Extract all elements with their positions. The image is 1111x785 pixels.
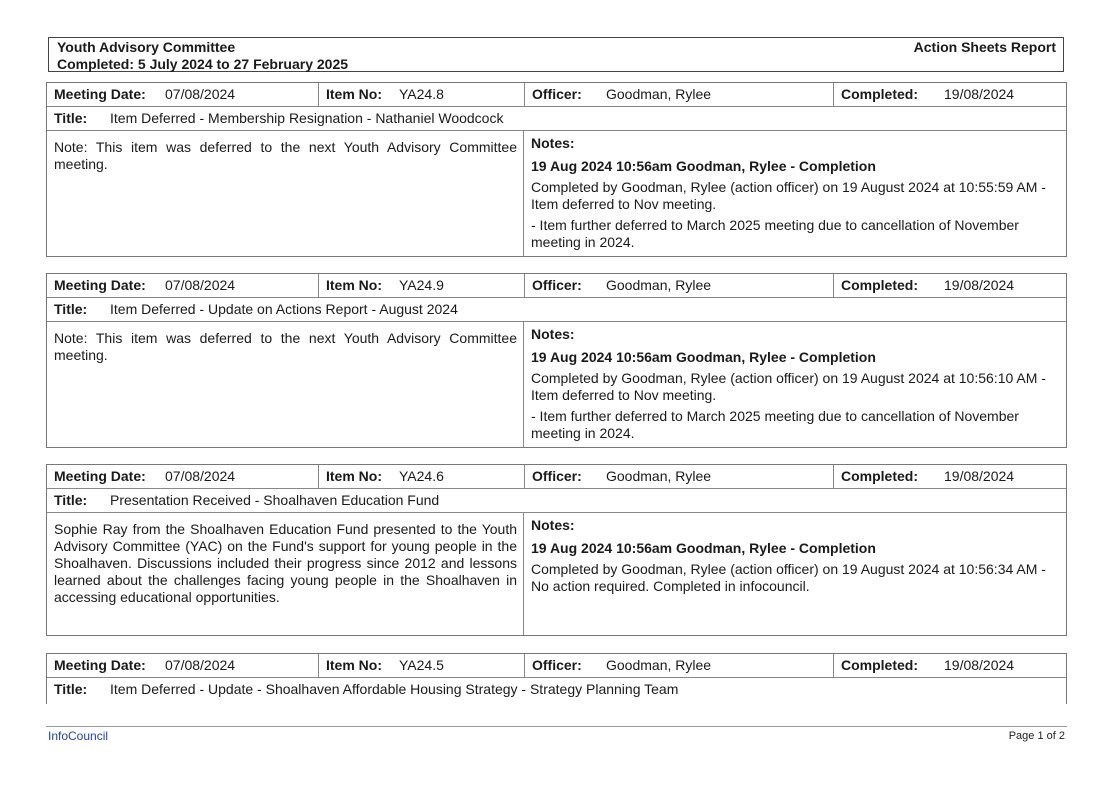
title-row <box>47 678 1066 702</box>
title-row <box>47 298 1066 322</box>
item-description: Note: This item was deferred to the next Youth Advisory Committee meeting. <box>47 322 524 447</box>
meeting-date-cell <box>47 83 318 106</box>
officer-value: Goodman, Rylee <box>606 86 712 102</box>
item-no-label: Item No: <box>326 657 382 673</box>
page-number: Page 1 of 2 <box>1008 730 1065 742</box>
notes-heading: Notes: <box>531 135 575 151</box>
officer-value: Goodman, Rylee <box>606 468 712 484</box>
notes-panel <box>524 322 1066 447</box>
meeting-date-label: Meeting Date: <box>54 277 146 293</box>
meeting-date-cell <box>47 654 318 677</box>
report-header <box>48 37 1064 72</box>
note-line: Completed by Goodman, Rylee (action officer) on 19 August 2024 at 10:56:10 AM - Item deferred to Nov meeting. <box>531 370 1046 403</box>
action-item <box>46 82 1067 257</box>
item-no-cell <box>318 654 524 677</box>
meeting-date-label: Meeting Date: <box>54 657 146 673</box>
completed-cell <box>833 465 1066 488</box>
note-line: - Item further deferred to March 2025 meeting due to cancellation of November meeting in 2024. <box>531 217 1019 250</box>
note-entry: 19 Aug 2024 10:56am Goodman, Rylee - Completion <box>531 349 876 365</box>
item-no-value: YA24.9 <box>399 277 444 293</box>
meta-row <box>47 465 1066 489</box>
body-row <box>47 131 1066 256</box>
action-item <box>46 653 1067 704</box>
notes-panel <box>524 131 1066 256</box>
item-no-value: YA24.6 <box>399 468 444 484</box>
title-label: Title: <box>54 492 88 508</box>
item-no-value: YA24.8 <box>399 86 444 102</box>
title-row <box>47 489 1066 513</box>
title-label: Title: <box>54 110 88 126</box>
item-no-cell <box>318 83 524 106</box>
officer-label: Officer: <box>532 468 582 484</box>
meeting-date-label: Meeting Date: <box>54 468 146 484</box>
item-title: Item Deferred - Update - Shoalhaven Affordable Housing Strategy - Strategy Planning Team <box>110 681 679 697</box>
item-no-label: Item No: <box>326 86 382 102</box>
completed-label: Completed: <box>841 277 918 293</box>
item-title: Presentation Received - Shoalhaven Education Fund <box>110 492 440 508</box>
officer-label: Officer: <box>532 277 582 293</box>
item-no-cell <box>318 465 524 488</box>
completed-value: 19/08/2024 <box>944 468 1015 484</box>
completed-value: 19/08/2024 <box>944 86 1015 102</box>
committee-name: Youth Advisory Committee <box>57 39 236 55</box>
completed-value: 19/08/2024 <box>944 277 1015 293</box>
note-entry: 19 Aug 2024 10:56am Goodman, Rylee - Completion <box>531 158 876 174</box>
action-item <box>46 273 1067 448</box>
item-description: Note: This item was deferred to the next Youth Advisory Committee meeting. <box>47 131 524 256</box>
officer-cell <box>524 654 833 677</box>
body-row <box>47 513 1066 635</box>
completed-label: Completed: <box>841 86 918 102</box>
completed-cell <box>833 274 1066 297</box>
footer-divider <box>46 726 1067 727</box>
officer-value: Goodman, Rylee <box>606 657 712 673</box>
body-row <box>47 322 1066 447</box>
meta-row <box>47 654 1066 678</box>
item-description: Sophie Ray from the Shoalhaven Education Fund presented to the Youth Advisory Committee (YAC) on the Fund's support for young people in the Shoalhaven. Discussions included their progress since 2012 and lessons learned about the challenges facing young people in the Shoalhaven in accessing educational opportunities. <box>47 513 524 635</box>
meeting-date-value: 07/08/2024 <box>165 86 236 102</box>
meeting-date-cell <box>47 465 318 488</box>
note-entry: 19 Aug 2024 10:56am Goodman, Rylee - Completion <box>531 540 876 556</box>
officer-cell <box>524 83 833 106</box>
item-no-value: YA24.5 <box>399 657 444 673</box>
meeting-date-label: Meeting Date: <box>54 86 146 102</box>
action-item <box>46 464 1067 636</box>
meeting-date-value: 07/08/2024 <box>165 657 236 673</box>
title-label: Title: <box>54 301 88 317</box>
note-line: Completed by Goodman, Rylee (action officer) on 19 August 2024 at 10:56:34 AM - No action required. Completed in infocouncil. <box>531 561 1046 594</box>
notes-panel <box>524 513 1066 635</box>
note-line: - Item further deferred to March 2025 meeting due to cancellation of November meeting in 2024. <box>531 408 1019 441</box>
meta-row <box>47 83 1066 107</box>
item-title: Item Deferred - Update on Actions Report - August 2024 <box>110 301 458 317</box>
meeting-date-value: 07/08/2024 <box>165 277 236 293</box>
title-label: Title: <box>54 681 88 697</box>
officer-label: Officer: <box>532 657 582 673</box>
title-row <box>47 107 1066 131</box>
officer-cell <box>524 274 833 297</box>
item-no-cell <box>318 274 524 297</box>
officer-cell <box>524 465 833 488</box>
officer-label: Officer: <box>532 86 582 102</box>
completed-label: Completed: <box>841 468 918 484</box>
completed-cell <box>833 654 1066 677</box>
item-no-label: Item No: <box>326 277 382 293</box>
report-title: Action Sheets Report <box>913 39 1056 55</box>
meeting-date-cell <box>47 274 318 297</box>
footer-brand: InfoCouncil <box>48 729 109 743</box>
officer-value: Goodman, Rylee <box>606 277 712 293</box>
item-no-label: Item No: <box>326 468 382 484</box>
meta-row <box>47 274 1066 298</box>
completed-value: 19/08/2024 <box>944 657 1015 673</box>
completed-label: Completed: <box>841 657 918 673</box>
notes-heading: Notes: <box>531 517 575 533</box>
meeting-date-value: 07/08/2024 <box>165 468 236 484</box>
item-title: Item Deferred - Membership Resignation - Nathaniel Woodcock <box>110 110 504 126</box>
completed-cell <box>833 83 1066 106</box>
note-line: Completed by Goodman, Rylee (action officer) on 19 August 2024 at 10:55:59 AM - Item deferred to Nov meeting. <box>531 179 1046 212</box>
notes-heading: Notes: <box>531 326 575 342</box>
completed-range: Completed: 5 July 2024 to 27 February 2025 <box>57 56 349 72</box>
